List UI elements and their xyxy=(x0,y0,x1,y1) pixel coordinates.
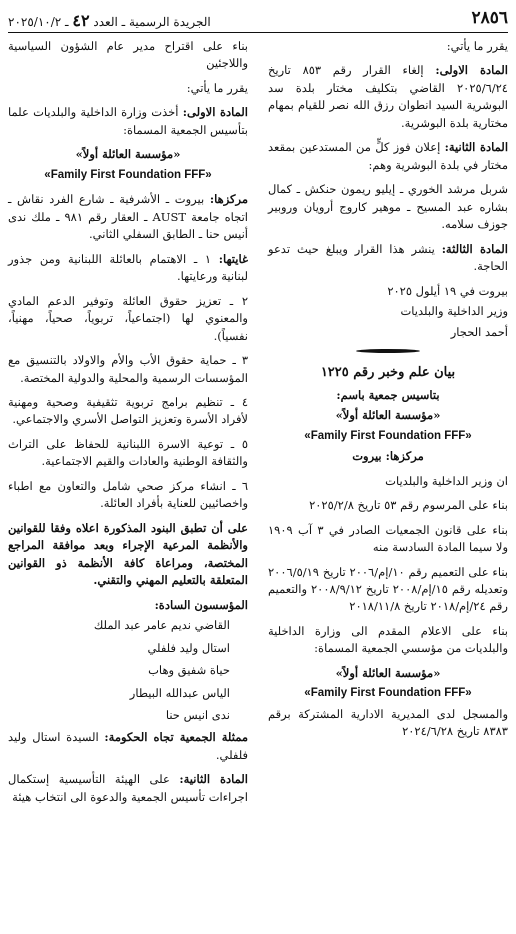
issue-number: ٤٢ xyxy=(72,11,90,30)
founder-name: استال وليد فلفلي xyxy=(147,640,230,655)
decides-heading-2: يقرر ما يأتي: xyxy=(186,80,248,95)
left-article-1-text: أخذت وزارة الداخلية والبلديات علما بتأسيس الجمعية المسماة: xyxy=(8,105,248,137)
goal-4: ٤ ـ تنظيم برامج تربوية تثقيفية وصحية ومهنية لأفراد الأسرة وتعزيز التواصل الأسري والاجتماعي. xyxy=(8,394,248,427)
left-column xyxy=(8,38,248,813)
goal-3: ٣ ـ حماية حقوق الأب والأم والاولاد بالتنسيق مع المؤسسات الرسمية والمحلية والدولية المختصة. xyxy=(8,353,248,385)
conditions-clause: على أن تطبق البنود المذكورة اعلاه وفقا للقوانين والأنظمة المرعية الإجراء وبعد موافقة المراجع المختصة، ومراعاة كافة الأنظمة ذو القوانين المتعلقة بالتعليم المهني والتقني. xyxy=(8,520,248,588)
left-article-2-text: على الهيئة التأسيسية إستكمال اجراءات تأسيس الجمعية والدعوة الى انتخاب هيئة xyxy=(8,772,248,804)
association-name-en: «Family First Foundation FFF» xyxy=(304,429,472,442)
article-3-label: المادة الثالثة: xyxy=(441,241,508,256)
association-name-en-2: «Family First Foundation FFF» xyxy=(304,687,472,700)
notice-line: بناء على الاعلام المقدم الى وزارة الداخلية والبلديات من مؤسسي الجمعية المسماة: xyxy=(268,623,508,656)
article-3 xyxy=(268,241,508,276)
headquarters-text: بيروت ـ الأشرفية ـ شارع الفرد نقاش ـ اتجاه جامعة AUST ـ العقار رقم ٩٨١ ـ ملك ندى أنيس حنا ـ الطابق السفلي الثاني. xyxy=(8,192,248,242)
left-article-2 xyxy=(8,771,248,806)
association-hq: مركزها: بيروت xyxy=(352,449,424,464)
goal-6: ٦ ـ انشاء مركز صحي شامل والتعاون مع اطباء واخصائيين للعناية بأفراد العائلة. xyxy=(8,478,248,511)
article-2-names: شربل مرشد الخوري ـ إيليو ريمون حنكش ـ كمال بشاره عبد المسيح ـ موهير كاروج أرويان وروبير جوزف سلامه. xyxy=(268,182,508,232)
left-article-1 xyxy=(8,104,248,139)
goals-label: غايتها: xyxy=(218,251,248,266)
article-1-text: إلغاء القرار رقم ٨٥٣ تاريخ ٢٠٢٥/٦/٢٤ القاضي بتكليف مختار بلدة سد البوشرية السيد انطوان رزق الله نصر للقيام بمهام مختارية بلدة البوشرية. xyxy=(268,63,508,130)
left-article-1-label: المادة الاولى: xyxy=(182,105,248,120)
law-line: بناء على قانون الجمعيات الصادر في ٣ آب ١٩٠٩ ولا سيما المادة السادسة منه xyxy=(268,522,508,555)
article-2 xyxy=(268,139,508,174)
article-1 xyxy=(268,62,508,132)
left-article-2-label: المادة الثانية: xyxy=(179,772,248,787)
section-divider xyxy=(268,349,508,353)
goal-1: ١ ـ الاهتمام بالعائلة اللبنانية ومن جذور لبنانية ورعايتها. xyxy=(8,251,248,284)
founder-name: حياة شفيق وهاب xyxy=(148,663,230,678)
founder-name: ندى انيس حنا xyxy=(165,708,230,722)
notice-title: بيان علم وخبر رقم ١٢٢٥ xyxy=(320,365,456,381)
founder-name: الياس عبدالله البيطار xyxy=(129,685,230,700)
left-association-name-en: «Family First Foundation FFF» xyxy=(44,168,212,181)
page-number: ٢٨٥٦ xyxy=(471,8,508,28)
right-column xyxy=(268,38,508,748)
association-name-ar-2: «مؤسسة العائلة أولاً» xyxy=(335,665,441,680)
page-header xyxy=(8,6,508,33)
minister-line: ان وزير الداخلية والبلديات xyxy=(385,473,508,488)
gazette-prefix: الجريدة الرسمية ـ العدد xyxy=(93,15,211,29)
founder-name: القاضي نديم عامر عبد الملك xyxy=(93,618,230,633)
article-2-text: إعلان فوز كلٍّ من المستدعين بمقعد مختار في بلدة البوشرية وهم: xyxy=(268,140,508,172)
representative-label: ممثلة الجمعية تجاه الحكومة: xyxy=(104,730,249,745)
signature-place-date: بيروت في ١٩ أيلول ٢٠٢٥ xyxy=(387,283,508,298)
headquarters-label: مركزها: xyxy=(209,192,249,207)
signature-title: وزير الداخلية والبلديات xyxy=(400,304,508,319)
notice-subtitle: بتاسيس جمعية باسم: xyxy=(336,387,440,402)
association-name-ar: «مؤسسة العائلة أولاً» xyxy=(335,408,441,423)
circulars-line: بناء على التعميم رقم ١٠/إم/٢٠٠٦ تاريخ ٢٠٠٦/٥/١٩ وتعديله رقم ١٥/إم/٢٠٠٨ تاريخ ٢٠٠٨/٩/١٢ والتعميم رقم ٢٤/إم/٢٠١٨ تاريخ ٢٠١٨/١١/٨ xyxy=(268,564,508,614)
registration-line: والمسجل لدى المديرية الادارية المشتركة برقم ٨٣٨٣ تاريخ ٢٠٢٤/٦/٢٨ xyxy=(268,706,508,739)
goal-2: ٢ ـ تعزيز حقوق العائلة وتوفير الدعم المادي والمعنوي لها (اجتماعياً، تربوياً، صحياً، مهنياً، نفسياً). xyxy=(8,293,248,343)
representative-text: السيدة استال وليد فلفلي. xyxy=(8,730,248,762)
decides-heading: يقرر ما يأتي: xyxy=(446,39,508,53)
government-representative xyxy=(8,729,248,764)
issue-date: ـ ٢٠٢٥/١٠/٢ xyxy=(8,15,69,29)
proposal-line: بناء على اقتراح مدير عام الشؤون السياسية واللاجئين xyxy=(8,39,248,71)
headquarters xyxy=(8,191,248,243)
article-1-label: المادة الاولى: xyxy=(435,63,508,78)
article-3-text: ينشر هذا القرار ويبلغ حيث تدعو الحاجة. xyxy=(268,241,508,274)
signature-name: أحمد الحجار xyxy=(450,324,508,339)
article-2-label: المادة الثانية: xyxy=(444,140,509,155)
founders-list xyxy=(8,617,248,724)
decree-line: بناء على المرسوم رقم ٥٣ تاريخ ٢٠٢٥/٢/٨ xyxy=(309,498,508,513)
goal-5: ٥ ـ توعية الاسرة اللبنانية للحفاظ على التراث والثقافة الوطنية والعادات والقيم الاجتماعية. xyxy=(8,436,248,469)
goals xyxy=(8,251,248,286)
left-association-name-ar: «مؤسسة العائلة أولاً» xyxy=(75,147,181,162)
running-head xyxy=(8,9,211,33)
founders-label: المؤسسون السادة: xyxy=(154,597,248,612)
